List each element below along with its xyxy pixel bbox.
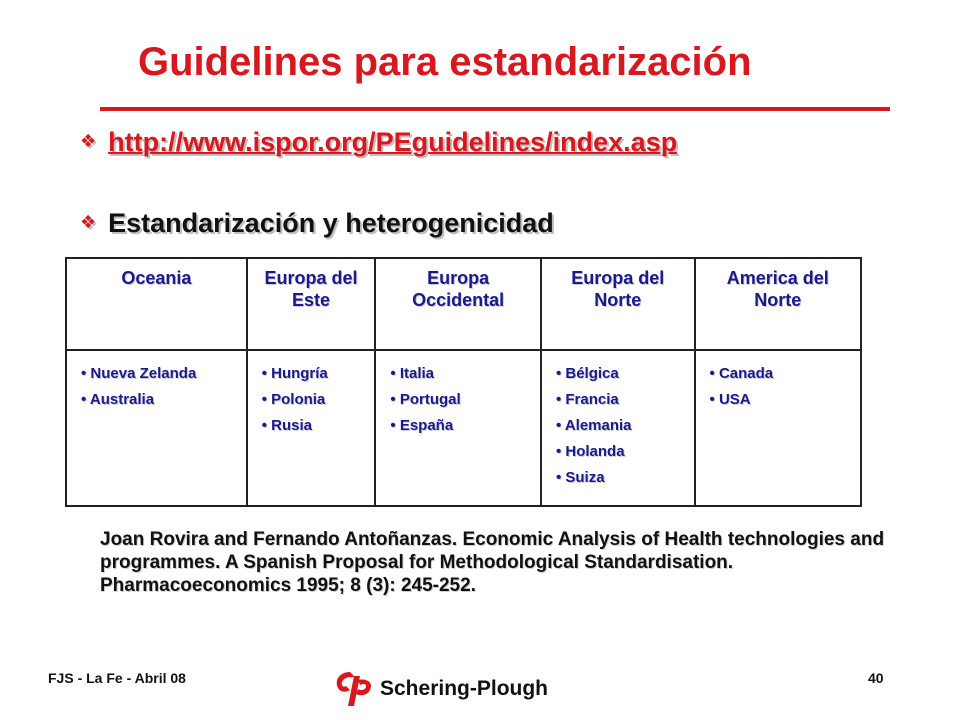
list-item: • Italia [390,361,532,387]
heading-bullet [80,208,554,239]
list-item: • Alemania [556,413,686,439]
column-header-europa-del-este: Europa del Este [247,258,376,350]
link-bullet [80,127,677,158]
list-item: • Bélgica [556,361,686,387]
list-item: • Francia [556,387,686,413]
list-item: • Portugal [390,387,532,413]
table-cell-oceania [66,350,247,506]
list-item: • Rusia [262,413,367,439]
slide-title: Guidelines para estandarización [138,40,752,84]
table-cell-europa-del-este [247,350,376,506]
section-heading: Estandarización y heterogenicidad [108,208,554,238]
footer-text: FJS - La Fe - Abril 08 [48,670,186,686]
table-header-row [66,258,861,350]
table-row [66,350,861,506]
page-number: 40 [868,670,884,686]
list-item: • Suiza [556,465,686,491]
column-header-america-del-norte: America del Norte [695,258,861,350]
list-item: • Holanda [556,439,686,465]
list-item: • Nueva Zelanda [81,361,238,387]
diamond-bullet-icon: ❖ [80,212,97,232]
schering-plough-logo-icon [330,668,376,710]
table-cell-europa-occidental [375,350,541,506]
logo-text: Schering-Plough [380,677,548,700]
list-item: • USA [710,387,852,413]
table-cell-america-del-norte [695,350,861,506]
column-header-europa-del-norte: Europa del Norte [541,258,695,350]
list-item: • Hungría [262,361,367,387]
title-divider [100,107,890,111]
column-header-europa-occidental: Europa Occidental [375,258,541,350]
list-item: • Polonia [262,387,367,413]
diamond-bullet-icon: ❖ [80,131,97,151]
list-item: • Canada [710,361,852,387]
table-cell-europa-del-norte [541,350,695,506]
company-logo [330,668,548,710]
list-item: • España [390,413,532,439]
list-item: • Australia [81,387,238,413]
regions-table [65,257,862,507]
column-header-oceania: Oceania [66,258,247,350]
citation: Joan Rovira and Fernando Antoñanzas. Economic Analysis of Health technologies and programmes. A Spanish Proposal for Methodological Standardisation. Pharmacoeconomics 1995; 8 (3): 245-252. [100,529,885,596]
guidelines-link[interactable]: http://www.ispor.org/PEguidelines/index.asp [108,127,678,157]
